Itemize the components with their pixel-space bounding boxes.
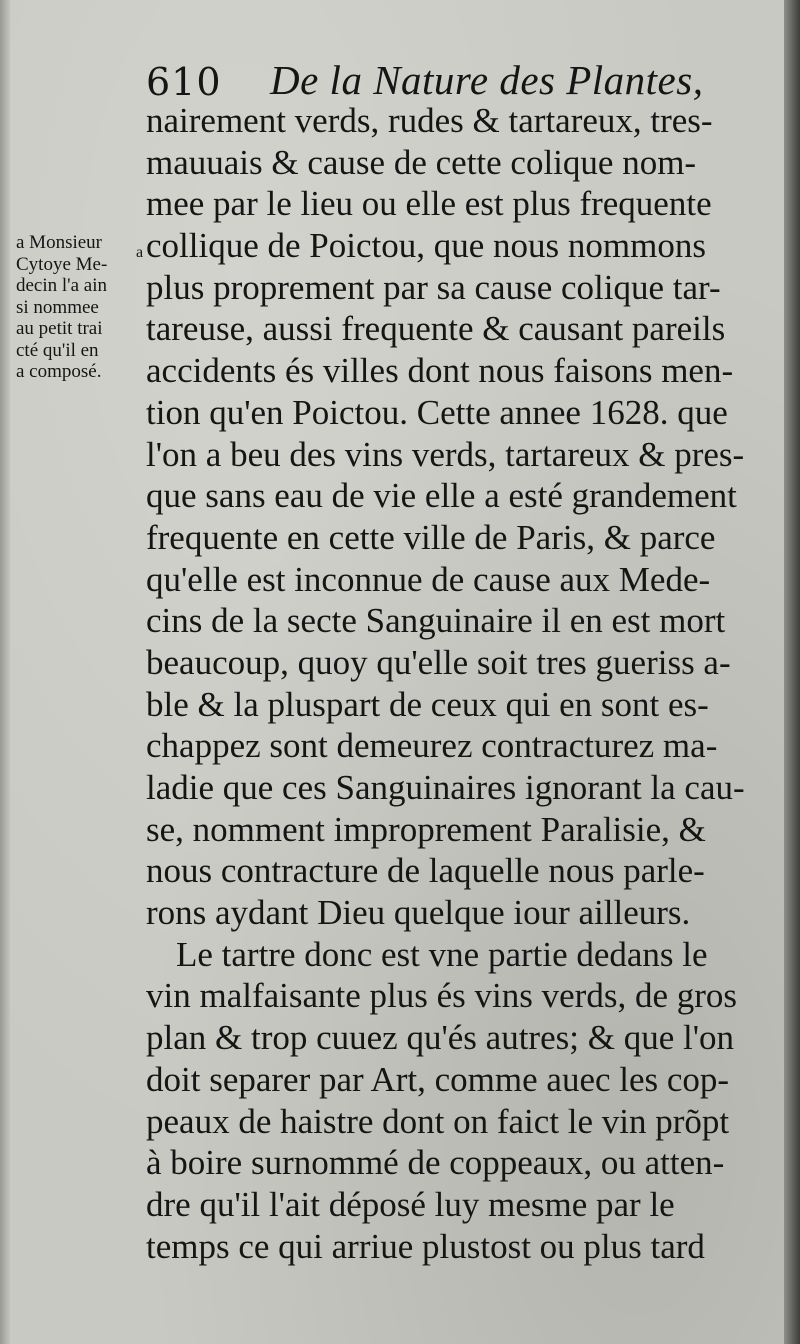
marginal-note-line: si nommee [16,296,99,318]
paragraph-start-line: Le tartre donc est vne partie dedans le [176,934,708,974]
text-line: cins de la secte Sanguinaire il en est mort [146,601,726,641]
text-line: à boire surnommé de coppeaux, ou atten- [146,1143,725,1183]
running-title: De la Nature des Plantes, [270,57,704,103]
text-line: peaux de haistre dont on faict le vin prõpt [146,1101,730,1141]
text-line: tareuse, aussi frequente & causant pareils [146,309,726,349]
text-line: beaucoup, quoy qu'elle soit tres gueriss a- [146,642,731,682]
body-text [146,100,746,1267]
text-line: collique de Poictou, que nous nommons [146,226,706,266]
text-line: plus proprement par sa cause colique tar- [146,267,721,307]
text-line: mee par le lieu ou elle est plus frequente [146,184,712,224]
marginal-note-line: a Monsieur [16,232,103,253]
marginal-note-line: Cytoye Me- [16,253,108,275]
text-line: qu'elle est inconnue de cause aux Mede- [146,559,711,599]
page-number: 610 [146,60,222,104]
marginal-note-line: cté qu'il en [16,339,99,361]
text-line: dre qu'il l'ait déposé luy mesme par le [146,1184,675,1224]
text-line: plan & trop cuuez qu'és autres; & que l'on [146,1018,735,1058]
text-line: ble & la pluspart de ceux qui en sont es- [146,684,709,724]
text-line: doit separer par Art, comme auec les cop- [146,1059,730,1099]
text-line: tion qu'en Poictou. Cette annee 1628. que [146,392,728,432]
text-line: nous contracture de laquelle nous parle- [146,851,705,891]
text-line: nairement verds, rudes & tartareux, tres- [146,101,713,140]
text-line: ladie que ces Sanguinaires ignorant la cau- [146,768,745,807]
text-line: se, nomment improprement Paralisie, & [146,809,706,849]
marginal-note-line: au petit trai [16,318,103,339]
marginal-note-line: a composé. [16,361,102,382]
text-line: vin malfaisante plus és vins verds, de gros [146,976,738,1016]
text-line: accidents és villes dont nous faisons men- [146,351,734,391]
page-left-edge [0,0,10,1344]
text-line: que sans eau de vie elle a esté grandement [146,476,737,516]
text-line: frequente en cette ville de Paris, & parce [146,517,716,557]
marginal-note [16,232,142,383]
page-right-edge [784,0,800,1344]
text-line: l'on a beu des vins verds, tartareux & pres- [146,434,745,474]
text-line: chappez sont demeurez contracturez ma- [146,726,718,766]
text-line: mauuais & cause de cette colique nom- [146,142,697,182]
text-line: rons aydant Dieu quelque iour ailleurs. [146,893,691,933]
note-reference-marker: a [136,244,144,261]
marginal-note-line: decin l'a ain [16,275,107,296]
text-line: temps ce qui arriue plustost ou plus tard [146,1226,705,1266]
